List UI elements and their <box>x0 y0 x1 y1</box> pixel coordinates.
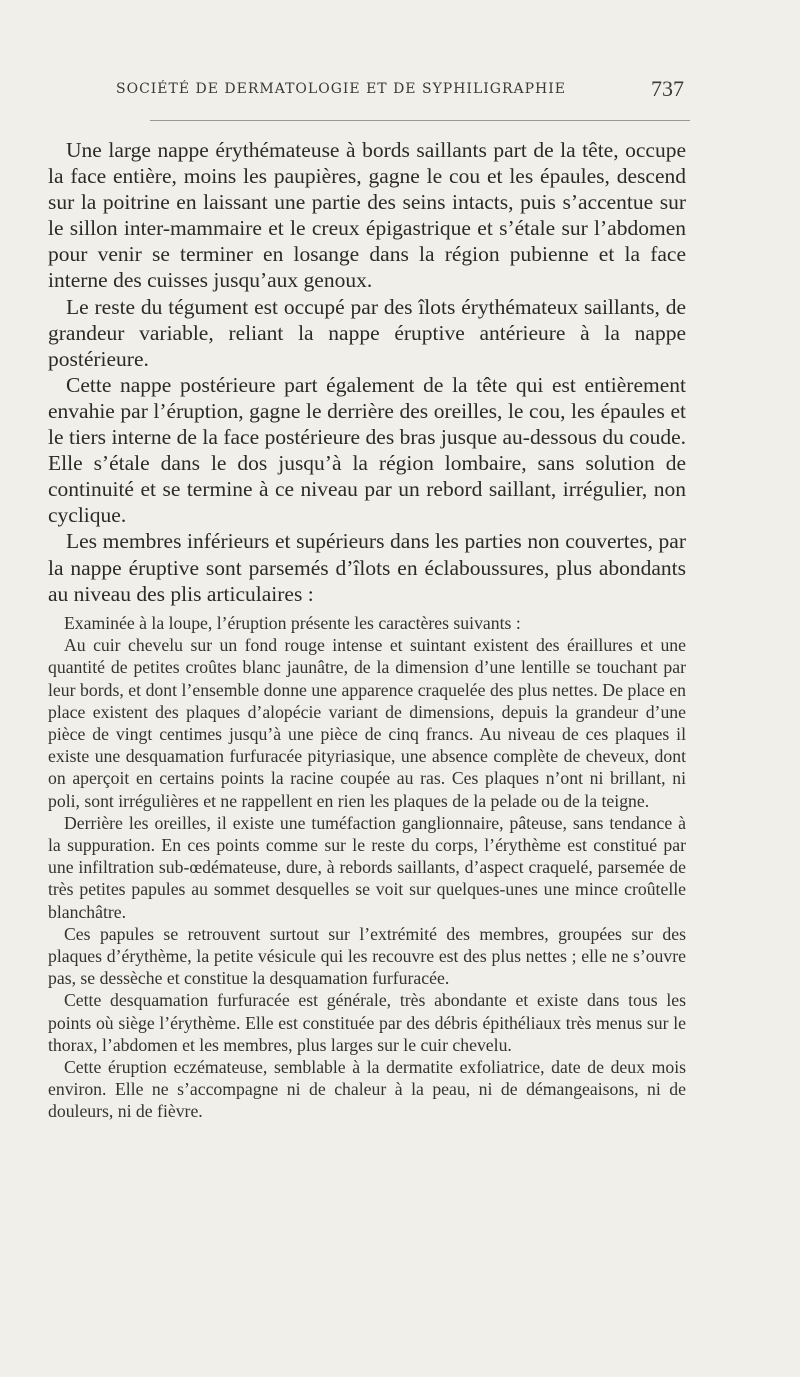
paragraph: Au cuir chevelu sur un fond rouge intense et suintant existent des éraillures et une quantité de petites croûtes blanc jaunâtre, de la dimension d’une lentille se touchant par leur bords, et dont l’ensemble donne une apparence craquelée des plus nettes. De place en place existent des plaques d’alopécie variant de dimensions, depuis la grandeur d’une pièce de vingt centimes jusqu’à une pièce de cinq francs. Au niveau de ces plaques il existe une desquamation furfuracée pityriasique, une absence complète de cheveux, dont on aperçoit en certains points la racine coupée au ras. Ces plaques n’ont ni brillant, ni poli, sont irrégulières et ne rappellent en rien les plaques de la pelade ou de la teigne. <box>48 635 686 811</box>
paragraph: Cette éruption eczémateuse, semblable à la dermatite exfoliatrice, date de deux mois environ. Elle ne s’accompagne ni de chaleur à la peau, ni de démangeaisons, ni de douleurs, ni de fièvre. <box>48 1057 686 1122</box>
paragraph: Ces papules se retrouvent surtout sur l’extrémité des membres, groupées sur des plaques d’érythème, la petite vésicule qui les recouvre est des plus nettes ; elle ne s’ouvre pas, se dessèche et constitue la desquamation furfuracée. <box>48 923 686 989</box>
running-head <box>48 76 684 106</box>
paragraph: Une large nappe érythémateuse à bords saillants part de la tête, occupe la face entière, moins les paupières, gagne le cou et les épaules, descend sur la poitrine en laissant une partie des seins intacts, puis s’accentue sur le sillon inter-mammaire et le creux épigastrique et s’étale sur l’abdomen pour venir se terminer en losange dans la région pubienne et la face interne des cuisses jusqu’aux genoux. <box>48 138 686 293</box>
running-head-title: SOCIÉTÉ DE DERMATOLOGIE ET DE SYPHILIGRAPHIE <box>116 81 567 97</box>
paragraph: Examinée à la loupe, l’éruption présente les caractères suivants : <box>64 613 521 633</box>
paragraph: Derrière les oreilles, il existe une tuméfaction ganglionnaire, pâteuse, sans tendance à la suppuration. En ces points comme sur le reste du corps, l’érythème est constitué par une infiltration sub-œdémateuse, dure, à rebords saillants, d’aspect craquelé, parsemée de très petites papules au sommet desquelles se voit sur quelques-unes une mince croûtelle blanchâtre. <box>48 812 686 922</box>
page-number: 737 <box>651 76 684 101</box>
main-text <box>48 137 686 607</box>
paragraph: Cette desquamation furfuracée est générale, très abondante et existe dans tous les points où siège l’érythème. Elle est constituée par des débris épithéliaux très menus sur le thorax, l’abdomen et les membres, plus larges sur le cuir chevelu. <box>48 990 686 1055</box>
paragraph: Le reste du tégument est occupé par des îlots érythémateux saillants, de grandeur variable, reliant la nappe éruptive antérieure à la nappe postérieure. <box>48 294 686 371</box>
detail-text <box>48 612 686 1123</box>
paragraph: Les membres inférieurs et supérieurs dans les parties non couvertes, par la nappe éruptive sont parsemés d’îlots en éclaboussures, plus abondants au niveau des plis articulaires : <box>48 529 686 606</box>
header-rule <box>150 120 690 121</box>
paragraph: Cette nappe postérieure part également de la tête qui est entièrement envahie par l’éruption, gagne le derrière des oreilles, le cou, les épaules et le tiers interne de la face postérieure des bras jusque au-dessous du coude. Elle s’étale dans le dos jusqu’à la région lombaire, sans solution de continuité et se termine à ce niveau par un rebord saillant, irrégulier, non cyclique. <box>48 372 686 528</box>
